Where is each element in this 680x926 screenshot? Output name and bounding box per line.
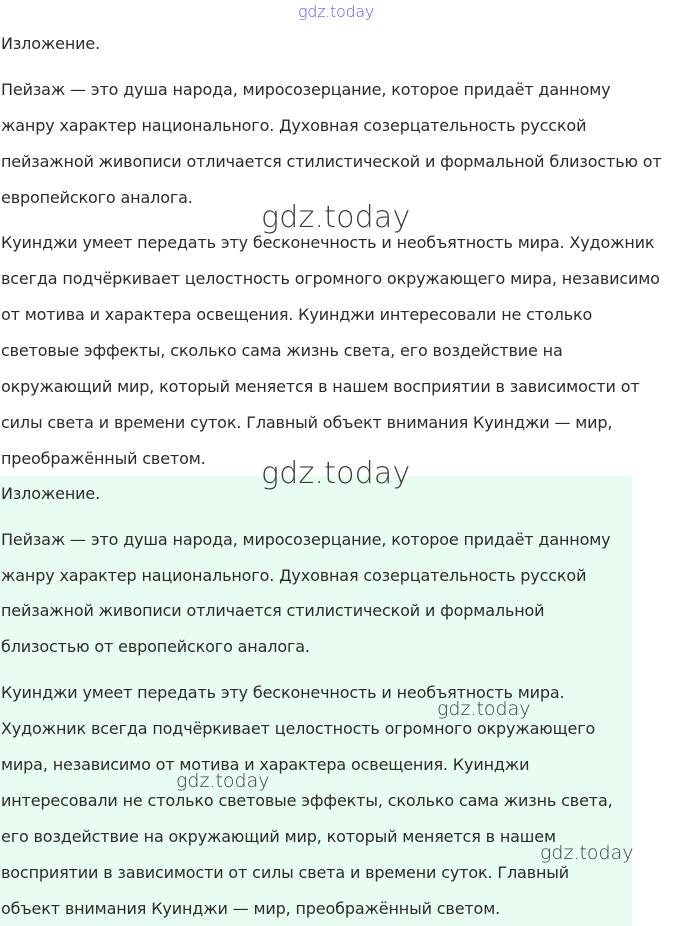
block2-p2-line: интересовали не столько световые эффекты, сколько сама жизнь света, (1, 791, 613, 810)
block1-p2-line: силы света и времени суток. Главный объект внимания Куинджи — мир, (1, 413, 613, 432)
watermark-small: gdz.today (437, 698, 531, 720)
block1-p1-line: жанру характер национального. Духовная созерцательность русской (1, 116, 587, 135)
block2-p2-line: его воздействие на окружающий мир, который меняется в нашем (1, 827, 556, 846)
block1-p2-line: всегда подчёркивает целостность огромного окружающего мира, независимо (1, 269, 660, 288)
block1-p2-line: Куинджи умеет передать эту бесконечность и необъятность мира. Художник (1, 233, 655, 252)
block2-p2-line: Куинджи умеет передать эту бесконечность и необъятность мира. (1, 683, 565, 702)
block2-p2-line: объект внимания Куинджи — мир, преображённый светом. (1, 899, 501, 918)
watermark-large: gdz.today (261, 200, 411, 235)
watermark-small: gdz.today (176, 770, 270, 792)
block1-p2-line: световые эффекты, сколько сама жизнь света, его воздействие на (1, 341, 563, 360)
block1-heading: Изложение. (1, 34, 101, 53)
watermark-top: gdz.today (298, 2, 375, 21)
block2-p1-line: жанру характер национального. Духовная созерцательность русской (1, 566, 587, 585)
block2-p2-line: Художник всегда подчёркивает целостность огромного окружающего (1, 719, 596, 738)
watermark-small: gdz.today (540, 842, 634, 864)
block1-p1-line: пейзажной живописи отличается стилистической и формальной близостью от (1, 152, 662, 171)
block1-p1-line: Пейзаж — это душа народа, миросозерцание, которое придаёт данному (1, 80, 611, 99)
block1-p1-line: европейского аналога. (1, 188, 193, 207)
block2-p1-line: близостью от европейского аналога. (1, 637, 310, 656)
block1-p2-line: окружающий мир, который меняется в нашем восприятии в зависимости от (1, 377, 640, 396)
watermark-large: gdz.today (261, 456, 411, 491)
block2-heading: Изложение. (1, 484, 101, 503)
block1-p2-line: преображённый светом. (1, 449, 206, 468)
block2-p1-line: пейзажной живописи отличается стилистической и формальной (1, 601, 545, 620)
block1-p2-line: от мотива и характера освещения. Куинджи интересовали не столько (1, 305, 593, 324)
block2-p2-line: восприятии в зависимости от силы света и времени суток. Главный (1, 863, 570, 882)
block2-p2-line: мира, независимо от мотива и характера освещения. Куинджи (1, 755, 530, 774)
block2-p1-line: Пейзаж — это душа народа, миросозерцание, которое придаёт данному (1, 530, 611, 549)
